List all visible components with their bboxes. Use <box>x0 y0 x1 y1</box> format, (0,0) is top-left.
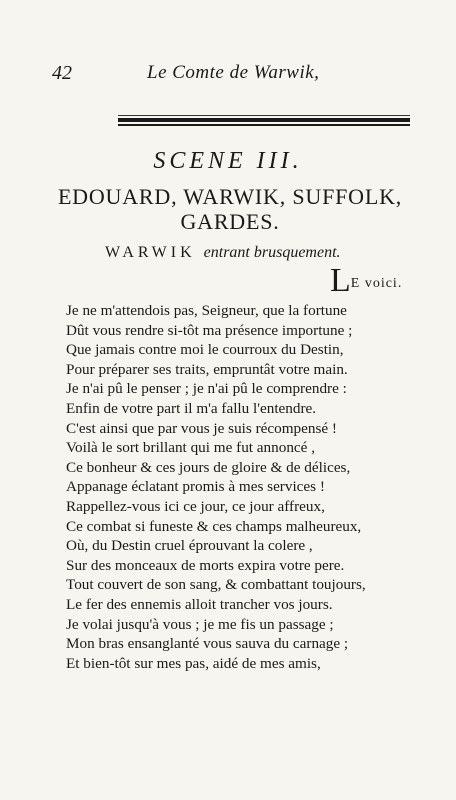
verse-line: Enfin de votre part il m'a fallu l'entendre. <box>66 399 317 417</box>
header-rule-thin <box>118 115 410 116</box>
speaker-heading <box>105 244 341 262</box>
verse-line: Rappellez-vous ici ce jour, ce jour affreux, <box>66 497 325 515</box>
page-header <box>52 62 412 86</box>
header-rule-lower <box>118 124 410 126</box>
character-list <box>40 184 420 234</box>
character-list-line-1: EDOUARD, WARWIK, SUFFOLK, <box>57 184 403 209</box>
verse-line: Ce bonheur & ces jours de gloire & de délices, <box>66 458 351 476</box>
stage-direction: entrant brusquement. <box>203 244 341 261</box>
verse-line: C'est ainsi que par vous je suis récompensé ! <box>66 419 337 437</box>
verse-line: Voilà le sort brillant qui me fut annoncé , <box>66 439 315 457</box>
opening-line <box>330 262 403 299</box>
verse-line: Sur des monceaux de morts expira votre pere. <box>66 556 345 574</box>
verse-list <box>66 301 426 673</box>
verse-line: Je ne m'attendois pas, Seigneur, que la fortune <box>66 302 347 319</box>
verse-line: Tout couvert de son sang, & combattant toujours, <box>66 576 366 594</box>
verse-line: Et bien-tôt sur mes pas, aidé de mes amis, <box>66 654 321 672</box>
verse-line: Dût vous rendre si-tôt ma présence importune ; <box>66 321 353 339</box>
verse-line: Appanage éclatant promis à mes services ! <box>66 478 325 496</box>
verse-line: Que jamais contre moi le courroux du Destin, <box>66 341 344 359</box>
header-rule-thick <box>118 118 410 122</box>
verse-line: Mon bras ensanglanté vous sauva du carnage ; <box>66 635 349 653</box>
verse-line: Je n'ai pû le penser ; je n'ai pû le comprendre : <box>66 380 347 398</box>
scene-title: SCENE III. <box>153 148 303 174</box>
verse-line: Je volai jusqu'à vous ; je me fis un passage ; <box>66 615 334 633</box>
verse-line: Le fer des ennemis alloit trancher vos jours. <box>66 595 333 613</box>
drop-cap: L <box>330 262 351 299</box>
speaker-name: WARWIK <box>105 244 196 261</box>
character-list-line-2: GARDES. <box>180 209 280 234</box>
verse-line: Pour préparer ses traits, empruntât votre main. <box>66 360 348 378</box>
verse-line: Ce combat si funeste & ces champs malheureux, <box>66 517 362 535</box>
running-title: Le Comte de Warwik, <box>147 62 320 83</box>
page-number: 42 <box>52 62 72 84</box>
verse-line: Où, du Destin cruel éprouvant la colere , <box>66 537 313 555</box>
opening-line-text: E voici. <box>350 276 403 291</box>
